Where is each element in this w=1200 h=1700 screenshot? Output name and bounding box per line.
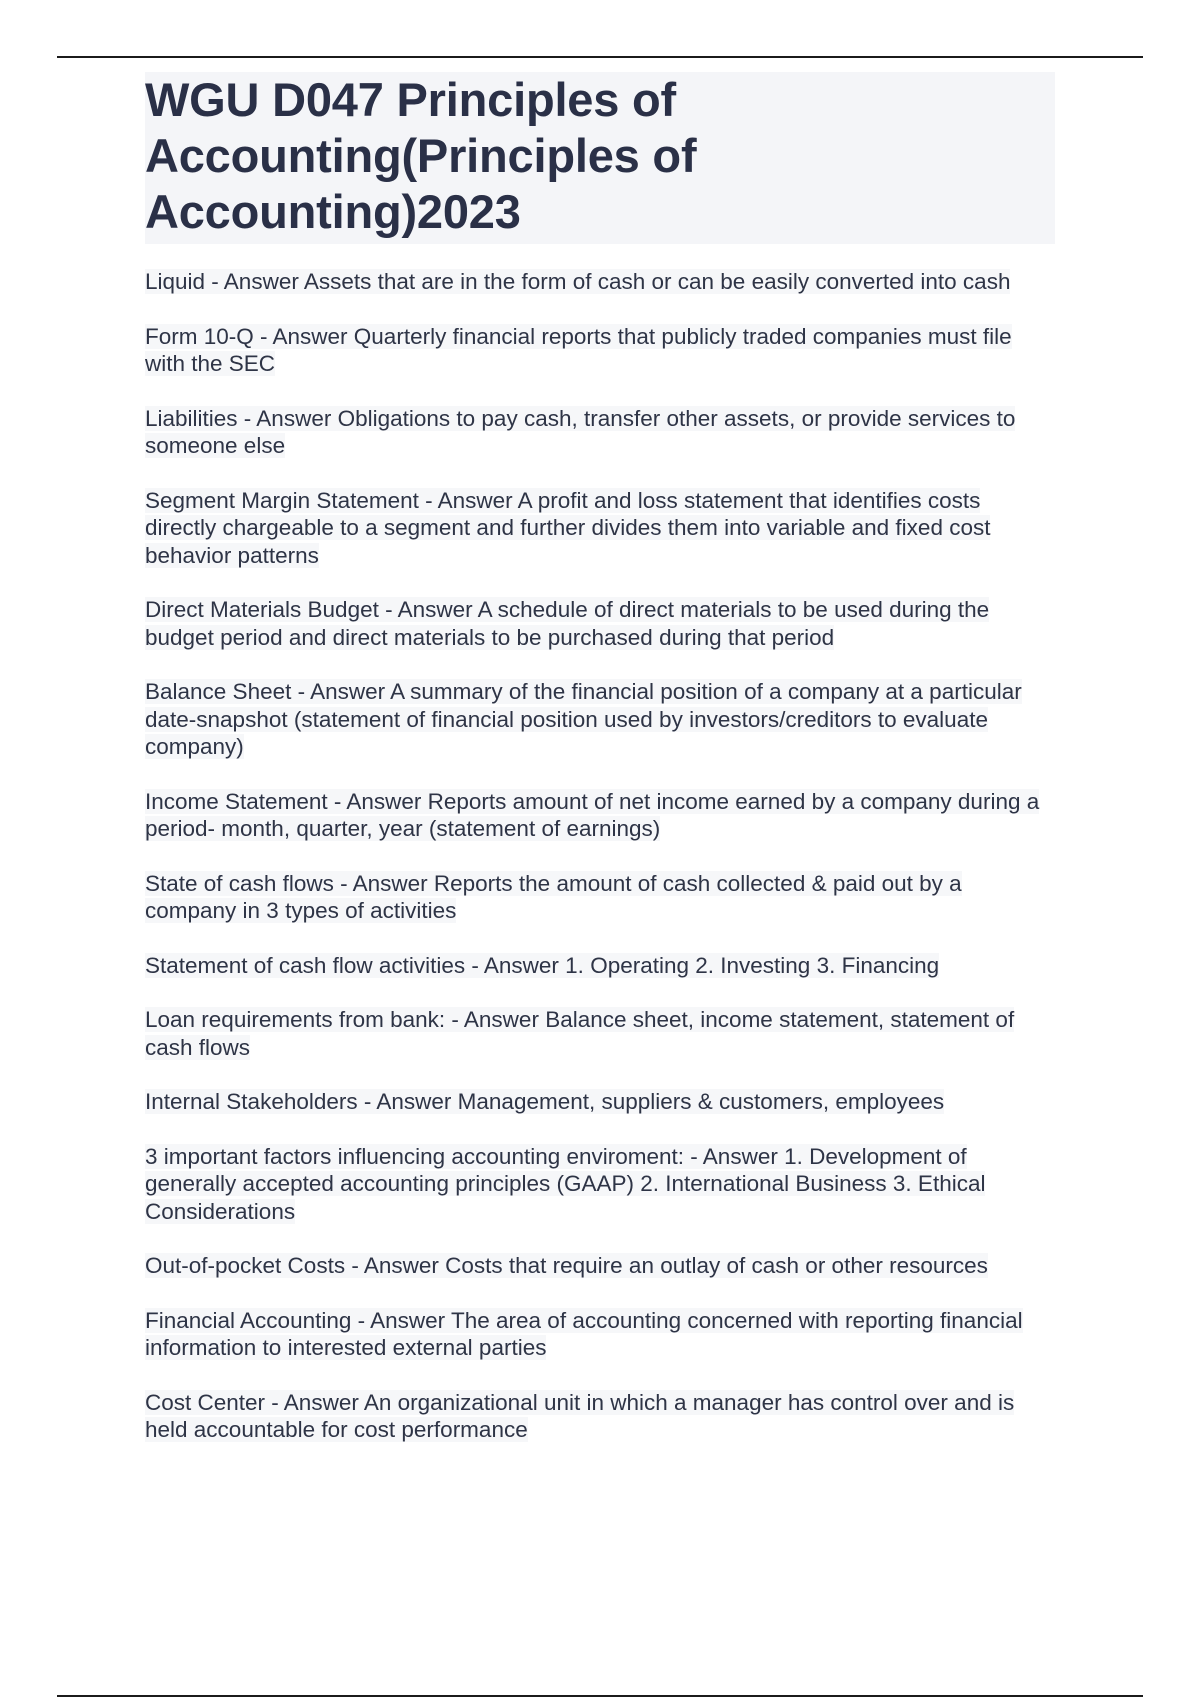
qa-entry-text: Statement of cash flow activities - Answer 1. Operating 2. Investing 3. Financing xyxy=(145,952,940,978)
qa-entry-out-of-pocket-costs xyxy=(145,1252,1055,1280)
qa-list xyxy=(145,268,1055,1444)
qa-entry-cost-center xyxy=(145,1389,1055,1444)
qa-entry-text: Segment Margin Statement - Answer A profit and loss statement that identifies costs directly chargeable to a segment and further divides them into variable and fixed cost behavior patterns xyxy=(145,487,991,568)
qa-entry-internal-stakeholders xyxy=(145,1088,1055,1116)
document-page xyxy=(145,72,1055,1471)
qa-entry-text: Cost Center - Answer An organizational unit in which a manager has control over and is held accountable for cost performance xyxy=(145,1389,1015,1442)
qa-entry-cash-flow-activities xyxy=(145,952,1055,980)
qa-entry-loan-requirements xyxy=(145,1006,1055,1061)
qa-entry-text: State of cash flows - Answer Reports the amount of cash collected & paid out by a company in 3 types of activities xyxy=(145,870,962,923)
qa-entry-liabilities xyxy=(145,405,1055,460)
title-block xyxy=(145,72,1055,244)
qa-entry-liquid xyxy=(145,268,1055,296)
qa-entry-text: Income Statement - Answer Reports amount of net income earned by a company during a period- month, quarter, year (statement of earnings) xyxy=(145,788,1040,841)
qa-entry-income-statement xyxy=(145,788,1055,843)
qa-entry-accounting-environment-factors xyxy=(145,1143,1055,1226)
qa-entry-text: 3 important factors influencing accounting enviroment: - Answer 1. Development of generally accepted accounting principles (GAAP) 2. International Business 3. Ethical Considerations xyxy=(145,1143,986,1224)
qa-entry-text: Liabilities - Answer Obligations to pay cash, transfer other assets, or provide services to someone else xyxy=(145,405,1016,458)
qa-entry-state-of-cash-flows xyxy=(145,870,1055,925)
qa-entry-text: Out-of-pocket Costs - Answer Costs that require an outlay of cash or other resources xyxy=(145,1253,988,1278)
qa-entry-text: Liquid - Answer Assets that are in the form of cash or can be easily converted into cash xyxy=(145,269,1011,294)
qa-entry-text: Internal Stakeholders - Answer Management, suppliers & customers, employees xyxy=(145,1089,945,1114)
qa-entry-text: Form 10-Q - Answer Quarterly financial reports that publicly traded companies must file with the SEC xyxy=(145,323,1012,376)
qa-entry-segment-margin-statement xyxy=(145,487,1055,570)
qa-entry-balance-sheet xyxy=(145,678,1055,761)
qa-entry-text: Balance Sheet - Answer A summary of the financial position of a company at a particular date-snapshot (statement of financial position used by investors/creditors to evaluate company) xyxy=(145,679,1022,759)
qa-entry-text: Direct Materials Budget - Answer A schedule of direct materials to be used during the budget period and direct materials to be purchased during that period xyxy=(145,597,990,650)
qa-entry-financial-accounting xyxy=(145,1307,1055,1362)
bottom-divider xyxy=(57,1695,1143,1697)
qa-entry-direct-materials-budget xyxy=(145,596,1055,651)
qa-entry-form-10q xyxy=(145,323,1055,378)
qa-entry-text: Loan requirements from bank: - Answer Balance sheet, income statement, statement of cash flows xyxy=(145,1007,1015,1060)
top-divider xyxy=(57,56,1143,58)
qa-entry-text: Financial Accounting - Answer The area of accounting concerned with reporting financial information to interested external parties xyxy=(145,1307,1023,1360)
document-title: WGU D047 Principles of Accounting(Principles of Accounting)2023 xyxy=(145,73,697,238)
